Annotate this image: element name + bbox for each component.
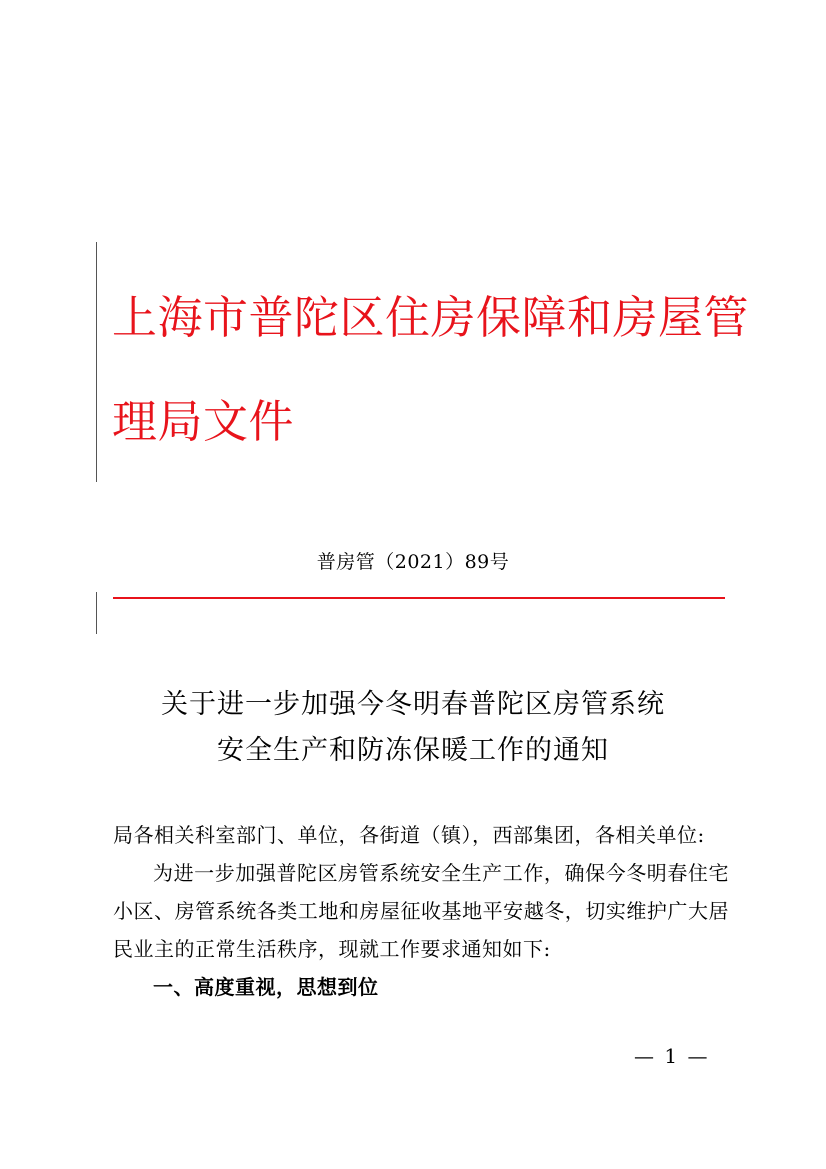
binding-margin-line-bottom [96, 592, 97, 634]
addressee-line: 局各相关科室部门、单位，各街道（镇），西部集团，各相关单位: [113, 823, 705, 847]
page-number: — 1 — [634, 1044, 710, 1068]
red-divider-line [113, 597, 725, 599]
notice-title-line-2: 安全生产和防冻保暖工作的通知 [217, 735, 609, 766]
intro-paragraph: 为进一步加强普陀区房管系统安全生产工作，确保今冬明春住宅小区、房管系统各类工地和房屋征收基地平安越冬，切实维护广大居民业主的正常生活秩序，现就工作要求通知如下: [113, 861, 729, 961]
document-number: 普房管（2021）89号 [316, 551, 510, 573]
notice-title [0, 682, 826, 774]
issuer-header-title: 上海市普陀区住房保障和房屋管理局文件 [112, 291, 750, 448]
section-1-heading: 一、高度重视，思想到位 [153, 975, 379, 999]
notice-title-line-1: 关于进一步加强今冬明春普陀区房管系统 [161, 689, 665, 720]
notice-body [113, 816, 729, 1006]
binding-margin-line-top [96, 242, 97, 482]
